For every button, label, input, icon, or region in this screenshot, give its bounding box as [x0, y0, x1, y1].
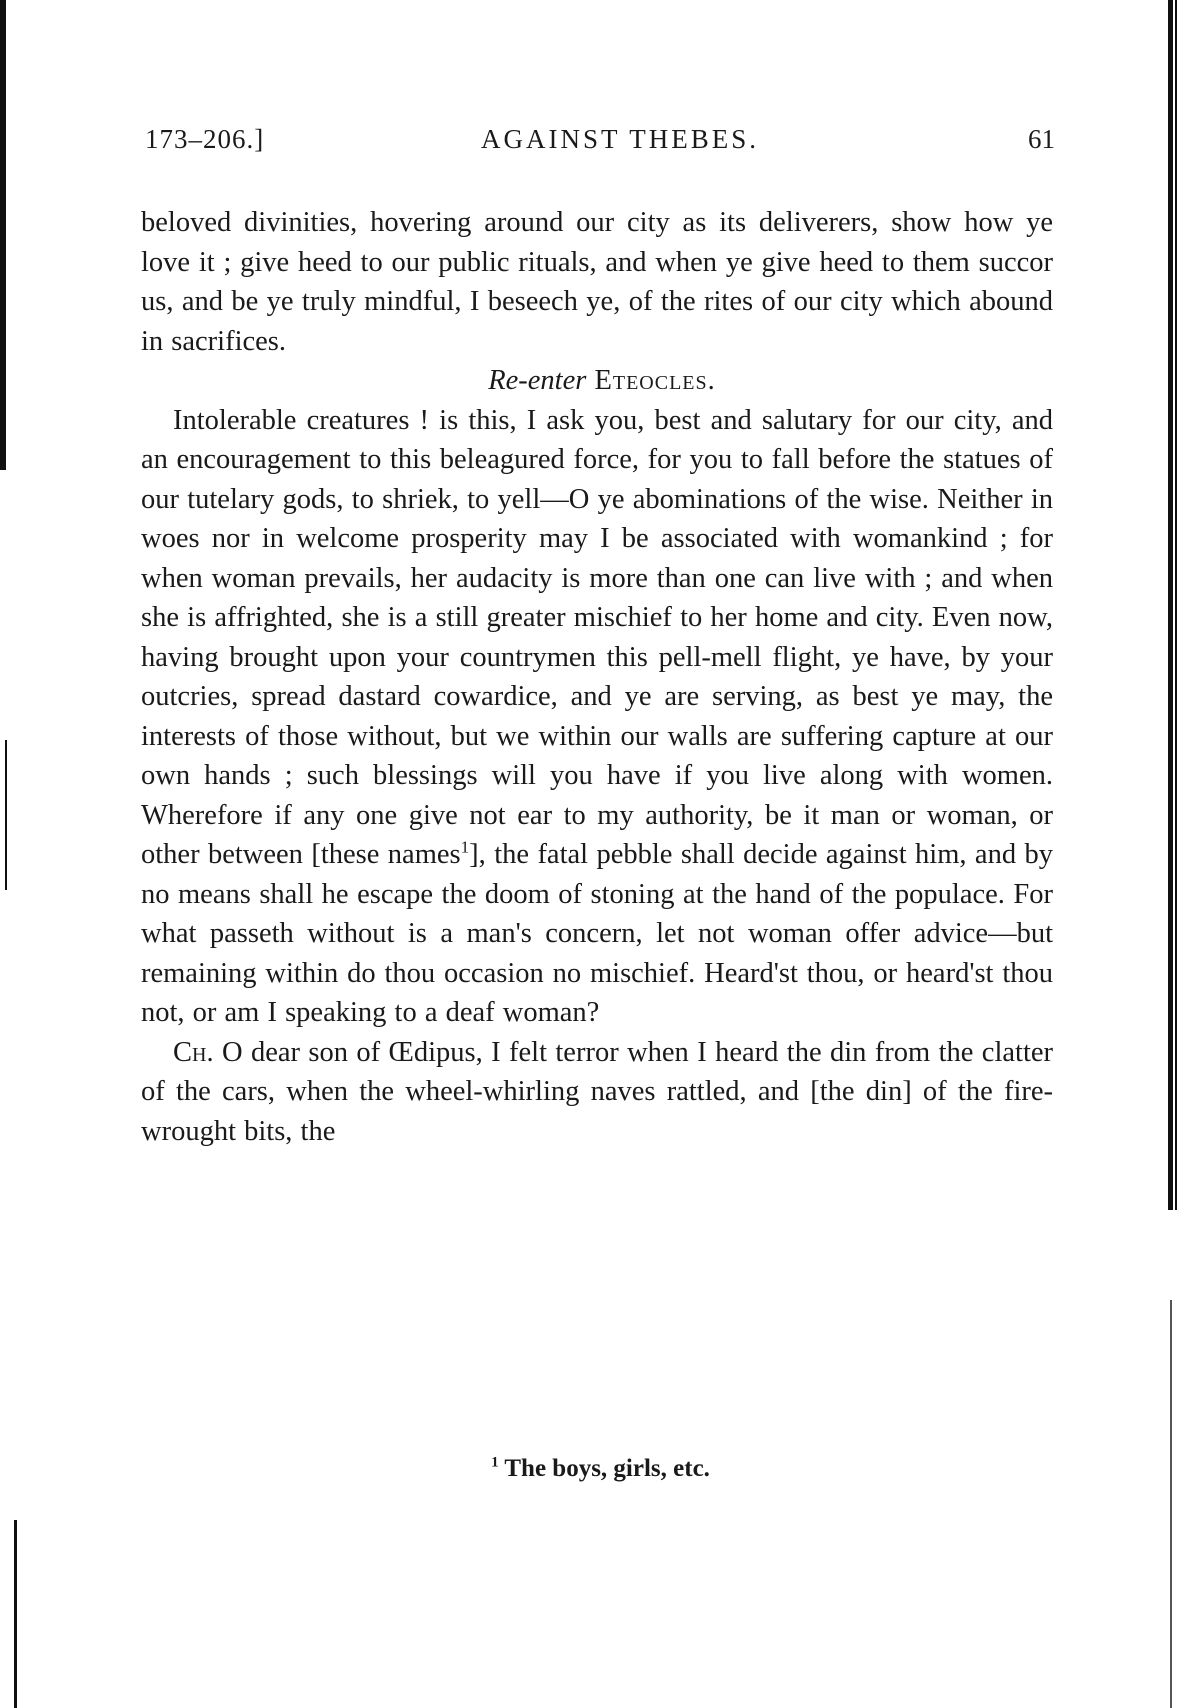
page-number: 61 — [1028, 124, 1055, 154]
chorus-reply-paragraph — [141, 1033, 1053, 1152]
scan-edge-left-bottom — [14, 1520, 17, 1708]
speaker-label: Ch. — [173, 1036, 214, 1068]
eteocles-speech-paragraph — [141, 401, 1053, 1033]
footnote-marker: 1 — [491, 1454, 499, 1471]
page-body — [141, 203, 1053, 1151]
footnote-text: The boys, girls, etc. — [504, 1455, 710, 1482]
scan-edge-right-thin — [1175, 0, 1177, 1210]
eteocles-speech-part-1: Intolerable creatures ! is this, I ask you, best and salutary for our city, and an encouragement to this beleagured force, for you to fall before the statues of our tutelary gods, to shriek, to yell—O ye abominations of the wise. Neither in woes nor in welcome prosperity may I be associated with womankind ; for when woman prevails, her audacity is more than one can live with ; and when she is affrighted, she is a still greater mischief to her home and city. Even now, having brought upon your countrymen this pell-mell flight, ye have, by your outcries, spread dastard cowardice, and ye are serving, as best ye may, the interests of those without, but we within our walls are suffering capture at our own hands ; such blessings will you have if you live along with women. Wherefore if any one give not ear to my authority, be it man or woman, or other between [these names — [141, 404, 1053, 870]
scan-edge-left-mid — [5, 740, 7, 890]
footnote-reference: 1 — [460, 837, 470, 857]
eteocles-speech-part-2: ], the fatal pebble shall decide against him, and by no means shall he escape the doom of stoning at the hand of the populace. For what passeth without is a man's concern, let not woman offer advice—but remaining within do thou occasion no mischief. Heard'st thou, or heard'st thou not, or am I speaking to a deaf woman? — [141, 839, 1053, 1028]
chorus-prayer-paragraph: beloved divinities, hovering around our city as its deliverers, show how ye love it ; give heed to our public rituals, and when ye give heed to them succor us, and be ye truly mindful, I beseech ye, of the rites of our city which abound in sacrifices. — [141, 207, 1053, 357]
line-range: 173–206.] — [145, 124, 265, 154]
stage-direction-text: Re-enter — [488, 365, 587, 396]
scan-edge-right-bottom — [1170, 1300, 1172, 1708]
scan-edge-right — [1168, 0, 1173, 1210]
running-header — [145, 124, 1055, 164]
stage-direction — [141, 361, 1053, 401]
scan-edge-left — [0, 0, 6, 470]
stage-direction-character: Eteocles. — [594, 365, 716, 396]
chorus-reply-text: O dear son of Œdipus, I felt terror when I heard the din from the clatter of the cars, when the wheel-whirling naves rattled, and [the din] of the fire-wrought bits, the — [141, 1036, 1053, 1147]
footnote — [0, 1455, 1191, 1483]
running-title: AGAINST THEBES. — [480, 124, 760, 154]
